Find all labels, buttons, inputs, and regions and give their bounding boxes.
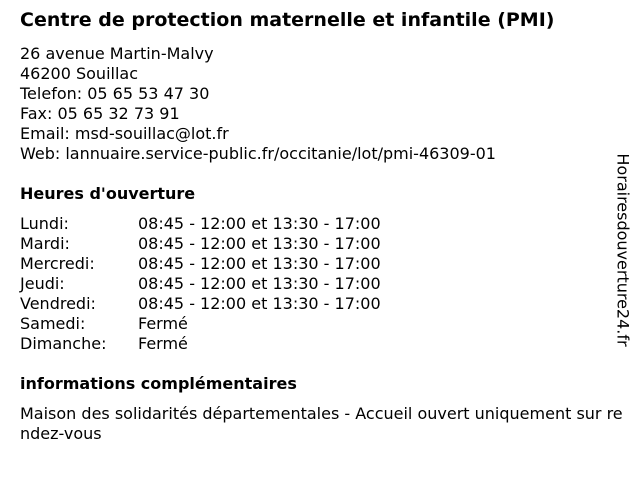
address-city: 46200 Souillac (20, 64, 139, 83)
opening-hours-table (20, 214, 440, 354)
day-hours: 08:45 - 12:00 et 13:30 - 17:00 (138, 294, 381, 313)
site-watermark: Horairesdouverture24.fr (613, 153, 633, 347)
email-address: Email: msd-souillac@lot.fr (20, 124, 229, 143)
contact-block (20, 44, 496, 164)
address-street: 26 avenue Martin-Malvy (20, 44, 214, 63)
website-url: Web: lannuaire.service-public.fr/occitanie/lot/pmi-46309-01 (20, 144, 496, 163)
day-hours: Fermé (138, 334, 188, 353)
day-hours: 08:45 - 12:00 et 13:30 - 17:00 (138, 214, 381, 233)
day-label: Dimanche: (20, 334, 107, 353)
day-hours: Fermé (138, 314, 188, 333)
page-title: Centre de protection maternelle et infantile (PMI) (20, 9, 555, 31)
day-hours: 08:45 - 12:00 et 13:30 - 17:00 (138, 274, 381, 293)
day-hours: 08:45 - 12:00 et 13:30 - 17:00 (138, 234, 381, 253)
phone-number: Telefon: 05 65 53 47 30 (20, 84, 210, 103)
hours-row-sunday (20, 334, 440, 354)
hours-row-friday (20, 294, 440, 314)
fax-number: Fax: 05 65 32 73 91 (20, 104, 180, 123)
day-label: Samedi: (20, 314, 86, 333)
hours-row-tuesday (20, 234, 440, 254)
day-label: Jeudi: (20, 274, 65, 293)
day-hours: 08:45 - 12:00 et 13:30 - 17:00 (138, 254, 381, 273)
additional-info-text: Maison des solidarités départementales - Accueil ouvert uniquement sur rendez-vous (20, 404, 623, 443)
day-label: Mercredi: (20, 254, 95, 273)
opening-hours-heading: Heures d'ouverture (20, 184, 196, 203)
hours-row-monday (20, 214, 440, 234)
day-label: Vendredi: (20, 294, 96, 313)
hours-row-wednesday (20, 254, 440, 274)
hours-row-saturday (20, 314, 440, 334)
hours-row-thursday (20, 274, 440, 294)
additional-info-heading: informations complémentaires (20, 374, 297, 393)
day-label: Mardi: (20, 234, 70, 253)
day-label: Lundi: (20, 214, 69, 233)
